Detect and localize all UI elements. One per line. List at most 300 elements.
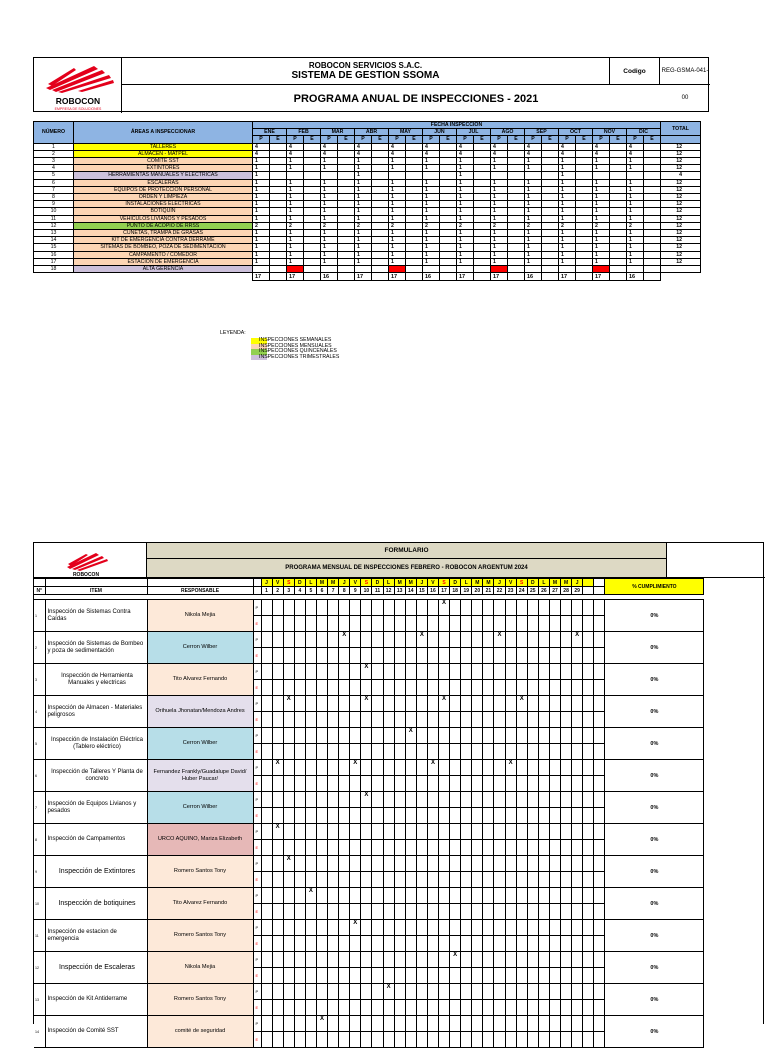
day-cell xyxy=(350,1032,361,1048)
item-index: 7 xyxy=(34,792,45,824)
day-cell xyxy=(572,936,583,952)
planned-cell: 1 xyxy=(287,208,304,215)
day-cell xyxy=(472,728,483,744)
day-cell xyxy=(294,888,305,904)
executed-cell xyxy=(270,208,287,215)
day-cell xyxy=(383,648,394,664)
day-cell xyxy=(361,728,372,744)
day-cell xyxy=(450,1016,461,1032)
day-cell xyxy=(505,1032,516,1048)
day-cell xyxy=(261,664,272,680)
planned-cell: 1 xyxy=(593,215,610,222)
day-cell: X xyxy=(316,1016,327,1032)
planned-cell xyxy=(627,266,644,273)
planned-cell: 1 xyxy=(287,258,304,265)
item-responsible: Romero Santos Tony xyxy=(147,856,253,888)
planned-cell: 1 xyxy=(321,201,338,208)
day-cell xyxy=(538,968,549,984)
executed-cell xyxy=(610,215,627,222)
day-cell xyxy=(294,632,305,648)
day-cell xyxy=(394,872,405,888)
day-cell xyxy=(450,776,461,792)
day-cell xyxy=(261,1016,272,1032)
executed-cell xyxy=(474,186,491,193)
day-cell xyxy=(483,664,494,680)
day-cell xyxy=(394,808,405,824)
day-cell xyxy=(339,712,350,728)
day-cell xyxy=(361,1032,372,1048)
day-number: 7 xyxy=(328,587,339,595)
day-cell: X xyxy=(505,760,516,776)
day-cell xyxy=(350,856,361,872)
day-cell xyxy=(361,760,372,776)
day-letter: J xyxy=(494,579,505,587)
day-cell xyxy=(461,984,472,1000)
day-cell xyxy=(472,920,483,936)
day-cell xyxy=(505,808,516,824)
day-cell xyxy=(561,984,572,1000)
day-cell xyxy=(561,888,572,904)
executed-cell xyxy=(474,165,491,172)
day-cell xyxy=(427,744,438,760)
header-n: N° xyxy=(34,587,45,595)
executed-cell xyxy=(270,179,287,186)
day-cell xyxy=(472,664,483,680)
day-cell xyxy=(283,600,294,616)
executed-cell xyxy=(304,194,321,201)
day-cell xyxy=(372,968,383,984)
day-cell xyxy=(561,760,572,776)
day-cell xyxy=(383,664,394,680)
day-cell xyxy=(549,936,560,952)
day-cell xyxy=(549,872,560,888)
executed-cell xyxy=(542,215,559,222)
month-sum-e xyxy=(474,273,491,281)
item-name: Inspección de estacion de emergencia xyxy=(45,920,147,952)
executed-cell xyxy=(440,258,457,265)
executed-cell xyxy=(474,215,491,222)
day-cell xyxy=(561,616,572,632)
executed-cell xyxy=(338,194,355,201)
planned-cell: 1 xyxy=(593,230,610,237)
planned-cell: 1 xyxy=(389,251,406,258)
day-cell xyxy=(472,696,483,712)
planned-cell: 2 xyxy=(593,222,610,229)
day-cell xyxy=(472,824,483,840)
day-cell xyxy=(594,664,605,680)
row-total: 12 xyxy=(661,208,701,215)
planned-cell: 1 xyxy=(423,258,440,265)
planned-cell: 1 xyxy=(389,165,406,172)
day-cell xyxy=(439,984,450,1000)
day-cell xyxy=(561,1032,572,1048)
day-cell xyxy=(294,728,305,744)
day-cell xyxy=(538,696,549,712)
planned-cell: 1 xyxy=(627,158,644,165)
day-cell xyxy=(450,648,461,664)
day-cell xyxy=(538,824,549,840)
item-responsible: Fernandez Frankly/Guadalupe David/ Huber Paucar/ xyxy=(147,760,253,792)
row-area: CUNETAS, TRAMPA DE GRASAS xyxy=(74,230,253,237)
day-cell xyxy=(272,1000,283,1016)
planned-cell: 2 xyxy=(423,222,440,229)
planned-cell: 1 xyxy=(593,186,610,193)
day-cell xyxy=(383,872,394,888)
executed-cell xyxy=(406,186,423,193)
planned-cell: 1 xyxy=(491,194,508,201)
day-cell xyxy=(361,1016,372,1032)
day-cell xyxy=(394,1000,405,1016)
day-cell xyxy=(328,824,339,840)
day-cell xyxy=(272,968,283,984)
day-cell xyxy=(339,1032,350,1048)
plan-row xyxy=(34,792,704,808)
executed-cell xyxy=(508,208,525,215)
day-cell xyxy=(316,824,327,840)
day-cell xyxy=(283,632,294,648)
day-cell xyxy=(572,760,583,776)
day-cell xyxy=(339,728,350,744)
day-cell xyxy=(305,808,316,824)
planned-cell: 1 xyxy=(559,230,576,237)
day-letter: L xyxy=(383,579,394,587)
planned-cell: 2 xyxy=(627,222,644,229)
day-letter: D xyxy=(294,579,305,587)
planned-cell: 4 xyxy=(627,150,644,157)
day-cell xyxy=(372,904,383,920)
day-cell xyxy=(416,952,427,968)
planned-cell: 1 xyxy=(253,172,270,179)
day-cell xyxy=(294,856,305,872)
item-responsible: Tito Alvarez Fernando xyxy=(147,888,253,920)
planned-cell: 4 xyxy=(593,150,610,157)
day-cell xyxy=(283,888,294,904)
day-cell xyxy=(538,776,549,792)
planned-cell: 1 xyxy=(355,208,372,215)
executed-cell xyxy=(304,201,321,208)
day-cell xyxy=(350,680,361,696)
day-letter: M xyxy=(472,579,483,587)
day-cell xyxy=(561,744,572,760)
day-cell xyxy=(561,952,572,968)
day-cell xyxy=(261,760,272,776)
executed-cell xyxy=(406,237,423,244)
month-sum: 17 xyxy=(491,273,508,281)
plan-row xyxy=(34,888,704,904)
planned-cell: 1 xyxy=(559,158,576,165)
day-cell xyxy=(416,984,427,1000)
executed-cell xyxy=(372,266,389,273)
day-cell xyxy=(583,808,594,824)
executed-cell xyxy=(406,201,423,208)
day-cell xyxy=(572,904,583,920)
executed-cell xyxy=(406,143,423,150)
day-cell xyxy=(583,888,594,904)
executed-cell xyxy=(644,208,661,215)
day-cell xyxy=(516,792,527,808)
day-cell xyxy=(350,904,361,920)
day-cell xyxy=(350,840,361,856)
day-cell xyxy=(339,888,350,904)
day-cell xyxy=(527,680,538,696)
planned-cell: 1 xyxy=(627,251,644,258)
day-cell xyxy=(361,920,372,936)
planned-cell: 1 xyxy=(389,201,406,208)
planned-cell: 1 xyxy=(457,186,474,193)
planned-cell: 1 xyxy=(253,258,270,265)
row-number: 5 xyxy=(34,172,74,179)
blank-cell xyxy=(594,587,605,595)
executed-cell xyxy=(474,194,491,201)
planned-cell: 1 xyxy=(627,208,644,215)
day-cell xyxy=(516,952,527,968)
planned-cell: 1 xyxy=(491,251,508,258)
day-cell xyxy=(394,680,405,696)
day-cell xyxy=(494,872,505,888)
day-cell xyxy=(405,632,416,648)
day-cell xyxy=(350,600,361,616)
executed-cell xyxy=(576,208,593,215)
day-cell xyxy=(494,792,505,808)
executed-cell xyxy=(644,244,661,251)
day-cell xyxy=(549,968,560,984)
day-cell xyxy=(294,1016,305,1032)
executed-cell xyxy=(508,143,525,150)
day-cell xyxy=(427,616,438,632)
planned-cell: 1 xyxy=(627,179,644,186)
day-cell xyxy=(361,968,372,984)
month-header: DIC xyxy=(627,129,661,136)
logo-subtext: EMPRESA DE SOLUCIONES xyxy=(54,107,102,111)
item-index: 10 xyxy=(34,888,45,920)
day-cell xyxy=(372,680,383,696)
planned-cell: 1 xyxy=(593,208,610,215)
planned-cell: 1 xyxy=(287,201,304,208)
row-area: SITEMAS DE BOMBEO, POZA DE SEDIMENTACIÓN xyxy=(74,244,253,251)
planned-cell: 1 xyxy=(321,237,338,244)
e-header: E xyxy=(270,136,287,143)
day-cell xyxy=(439,616,450,632)
day-cell xyxy=(294,600,305,616)
executed-cell xyxy=(474,222,491,229)
executed-cell xyxy=(372,179,389,186)
day-cell xyxy=(572,616,583,632)
day-number: 19 xyxy=(461,587,472,595)
planned-cell: 1 xyxy=(389,230,406,237)
executed-cell xyxy=(610,186,627,193)
day-cell xyxy=(427,712,438,728)
day-cell xyxy=(583,936,594,952)
day-cell xyxy=(272,984,283,1000)
day-cell xyxy=(472,984,483,1000)
executed-cell xyxy=(372,208,389,215)
planned-cell: 1 xyxy=(355,179,372,186)
day-cell xyxy=(350,888,361,904)
day-cell: X xyxy=(350,920,361,936)
day-cell xyxy=(483,904,494,920)
day-cell xyxy=(516,728,527,744)
day-cell xyxy=(450,888,461,904)
day-cell xyxy=(483,872,494,888)
day-cell xyxy=(316,952,327,968)
blank-cell xyxy=(45,579,147,587)
day-cell xyxy=(527,776,538,792)
day-cell xyxy=(383,808,394,824)
day-cell xyxy=(549,904,560,920)
p-label: P xyxy=(253,984,261,1000)
day-cell xyxy=(516,744,527,760)
item-name: Inspección de Sistemas de Bombeo y poza de sedimentación xyxy=(45,632,147,664)
planned-cell: 1 xyxy=(389,244,406,251)
executed-cell xyxy=(474,201,491,208)
e-label: E xyxy=(253,648,261,664)
month-header: JUL xyxy=(457,129,491,136)
day-cell xyxy=(383,792,394,808)
day-cell xyxy=(383,744,394,760)
day-cell xyxy=(494,1032,505,1048)
executed-cell xyxy=(508,230,525,237)
day-cell xyxy=(516,920,527,936)
day-cell xyxy=(461,920,472,936)
day-cell: X xyxy=(283,696,294,712)
day-cell xyxy=(305,984,316,1000)
month-sum-e xyxy=(508,273,525,281)
executed-cell xyxy=(270,201,287,208)
day-cell xyxy=(549,664,560,680)
day-letter: M xyxy=(394,579,405,587)
day-cell xyxy=(583,616,594,632)
planned-cell: 1 xyxy=(559,201,576,208)
day-cell xyxy=(472,936,483,952)
day-cell xyxy=(494,760,505,776)
executed-cell xyxy=(610,266,627,273)
day-cell xyxy=(272,920,283,936)
day-cell xyxy=(594,696,605,712)
day-cell xyxy=(594,728,605,744)
day-letter: M xyxy=(405,579,416,587)
day-cell xyxy=(483,824,494,840)
executed-cell xyxy=(406,158,423,165)
day-cell xyxy=(328,1032,339,1048)
planned-cell: 1 xyxy=(287,215,304,222)
day-cell xyxy=(405,776,416,792)
executed-cell xyxy=(576,186,593,193)
day-cell xyxy=(316,632,327,648)
day-cell xyxy=(405,840,416,856)
day-cell xyxy=(583,1016,594,1032)
day-cell xyxy=(372,776,383,792)
day-cell xyxy=(427,648,438,664)
day-cell xyxy=(261,648,272,664)
executed-cell xyxy=(338,266,355,273)
planned-cell: 1 xyxy=(627,186,644,193)
day-cell xyxy=(394,840,405,856)
day-cell xyxy=(261,712,272,728)
day-cell xyxy=(416,1032,427,1048)
day-cell xyxy=(294,696,305,712)
day-cell xyxy=(439,712,450,728)
planned-cell: 2 xyxy=(525,222,542,229)
day-cell xyxy=(461,952,472,968)
executed-cell xyxy=(338,237,355,244)
sum-spacer xyxy=(661,273,701,281)
planned-cell: 1 xyxy=(593,158,610,165)
day-cell xyxy=(483,744,494,760)
day-cell xyxy=(261,920,272,936)
table-row xyxy=(34,222,701,229)
planned-cell: 4 xyxy=(525,150,542,157)
row-total: 12 xyxy=(661,222,701,229)
day-cell xyxy=(383,968,394,984)
day-cell xyxy=(450,760,461,776)
row-total: 4 xyxy=(661,172,701,179)
day-cell xyxy=(372,1032,383,1048)
day-cell xyxy=(505,824,516,840)
e-header: E xyxy=(508,136,525,143)
day-cell: X xyxy=(516,696,527,712)
row-area: EQUIPOS DE PROTECCION PERSONAL xyxy=(74,186,253,193)
total-subheader xyxy=(661,136,701,143)
day-cell xyxy=(439,840,450,856)
day-cell xyxy=(283,920,294,936)
day-cell xyxy=(272,1016,283,1032)
day-cell xyxy=(450,856,461,872)
day-cell xyxy=(427,776,438,792)
day-cell xyxy=(350,776,361,792)
day-cell xyxy=(361,856,372,872)
month-sum-e xyxy=(610,273,627,281)
day-cell xyxy=(583,744,594,760)
day-cell xyxy=(561,632,572,648)
day-cell xyxy=(405,904,416,920)
day-cell xyxy=(405,872,416,888)
executed-cell xyxy=(406,215,423,222)
planned-cell: 1 xyxy=(287,251,304,258)
day-cell xyxy=(272,712,283,728)
row-total: 12 xyxy=(661,194,701,201)
compliance-value: 0% xyxy=(605,888,704,920)
executed-cell xyxy=(304,172,321,179)
planned-cell: 2 xyxy=(355,222,372,229)
day-cell xyxy=(383,1016,394,1032)
planned-cell: 4 xyxy=(321,143,338,150)
day-cell xyxy=(505,888,516,904)
day-cell xyxy=(594,760,605,776)
day-cell xyxy=(316,1000,327,1016)
day-cell xyxy=(561,648,572,664)
day-cell xyxy=(450,792,461,808)
day-cell xyxy=(261,680,272,696)
row-number: 11 xyxy=(34,215,74,222)
day-cell xyxy=(572,680,583,696)
day-letter: M xyxy=(549,579,560,587)
day-cell xyxy=(561,904,572,920)
executed-cell xyxy=(372,186,389,193)
day-cell xyxy=(572,872,583,888)
planned-cell: 1 xyxy=(287,158,304,165)
day-cell xyxy=(450,616,461,632)
day-cell xyxy=(394,968,405,984)
day-cell: X xyxy=(416,632,427,648)
day-cell xyxy=(283,952,294,968)
planned-cell: 1 xyxy=(491,158,508,165)
day-cell xyxy=(328,840,339,856)
day-cell xyxy=(427,840,438,856)
executed-cell xyxy=(304,230,321,237)
planned-cell: 1 xyxy=(389,186,406,193)
executed-cell xyxy=(372,251,389,258)
day-cell xyxy=(328,920,339,936)
